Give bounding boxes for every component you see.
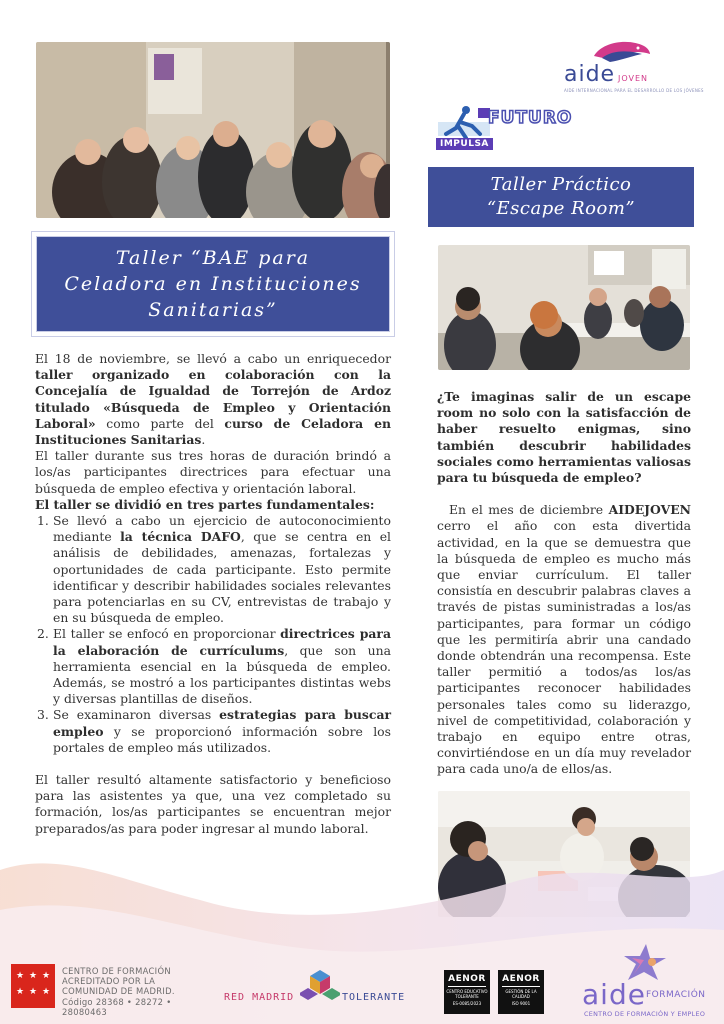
group-photo <box>36 42 390 218</box>
step-text: Se examinaron diversas <box>53 707 220 723</box>
intro-bold-workshop: taller organizado en colaboración con la Concejalía de Igualdad de Torrejón de Ardoz titulado «Búsqueda de Empleo y Orientación Laboral» <box>35 367 391 431</box>
intro-text: El 18 de noviembre, se llevó a cabo un enriquecedor <box>35 351 391 366</box>
banner-line: “Escape Room” <box>486 198 636 219</box>
accreditation-text <box>62 966 212 1017</box>
aide-formacion-tagline: CENTRO DE FORMACIÓN Y EMPLEO <box>584 1010 706 1018</box>
whale-logo-icon <box>592 38 652 64</box>
aenor-title: AENOR <box>448 974 486 984</box>
aenor-sub: GESTIÓN DE LA CALIDAD <box>505 989 537 999</box>
body-bold: AIDEJOVEN <box>608 502 691 518</box>
star-icon: ★ <box>29 971 38 981</box>
aenor-seal-calidad <box>498 970 544 1014</box>
step-text: Se llevó a cabo un ejercicio de autoconocimiento mediante <box>53 513 391 545</box>
star-icon: ★ <box>16 971 25 981</box>
red-madrid-tolerante-logo <box>224 968 420 1008</box>
escape-room-banner <box>428 167 694 227</box>
banner-line: Sanitarias” <box>148 299 278 321</box>
duration-paragraph: El taller durante sus tres horas de duración brindó a los/as participantes directrices para efectuar una búsqueda de empleo efectiva y orientación laboral. <box>35 448 391 496</box>
parts-heading <box>35 497 391 513</box>
intro-text: como parte del <box>95 415 225 431</box>
red-madrid-text: RED MADRID <box>224 992 295 1003</box>
steps-list <box>35 513 391 756</box>
aenor-code: ISO 9001 <box>511 1001 531 1006</box>
star-icon: ★ <box>16 987 25 997</box>
star-icon: ★ <box>42 971 51 981</box>
intro-text: . <box>201 432 206 448</box>
aide-joven-suffix: JOVEN <box>618 74 649 83</box>
intro-paragraph <box>35 351 391 448</box>
parts-heading-text: El taller se dividió en tres partes fundamentales: <box>35 496 375 512</box>
list-item <box>37 626 391 707</box>
list-number: 3. <box>37 707 49 723</box>
aenor-title: AENOR <box>502 974 540 984</box>
step-bold: directrices para la elaboración de currículums <box>53 626 391 658</box>
step-text: , que son una herramienta esencial en la búsqueda de empleo. Además, se mostró a los participantes distintas webs y diversas plantillas de diseños. <box>53 642 391 707</box>
escape-room-article <box>437 389 691 778</box>
aide-formacion-suffix: FORMACIÓN <box>646 990 706 1000</box>
bae-workshop-article <box>35 351 391 837</box>
accreditation-line: ACREDITADO POR LA <box>62 976 156 987</box>
bae-workshop-banner <box>36 236 390 332</box>
step-bold: la técnica DAFO <box>120 529 241 545</box>
list-item <box>37 707 391 756</box>
cubes-logo-icon <box>300 968 340 1008</box>
accreditation-line: Código 28368 • 28272 • 28080463 <box>62 996 172 1017</box>
impulsa-futuro-logo <box>436 104 578 154</box>
escape-room-photo-classroom <box>438 245 690 370</box>
step-bold: estrategias para buscar empleo <box>53 707 391 739</box>
aide-formacion-wordmark: aide <box>582 978 646 1011</box>
star-icon: ★ <box>42 987 51 997</box>
aide-formacion-logo <box>578 944 718 1020</box>
star-icon: ★ <box>29 987 38 997</box>
aenor-sub: CENTRO EDUCATIVO TOLERANTE <box>446 989 488 999</box>
list-number: 2. <box>37 626 49 642</box>
banner-line: Celadora en Instituciones <box>64 273 362 295</box>
aide-wordmark: aide <box>564 62 616 87</box>
banner-line: Taller “BAE para <box>115 247 311 269</box>
banner-line: Taller Práctico <box>490 174 632 195</box>
question-paragraph <box>437 389 691 486</box>
conclusion-paragraph: El taller resultó altamente satisfactorio y beneficioso para las asistentes ya que, una vez completado su formación, los/as participantes se encuentran mejor preparados/as para poder ingresar al mundo laboral. <box>35 772 391 836</box>
tolerante-text: TOLERANTE <box>342 992 406 1003</box>
comunidad-madrid-logo <box>11 964 55 1008</box>
impulsa-badge: IMPULSA <box>436 138 493 150</box>
body-text: cerro el año con esta divertida actividad, en la que se demuestra que la búsqueda de empleo es mucho más que enviar currículum. El taller consistía en descubrir palabras claves a través de pistas suministradas a los/as participantes, para formar un código que les permitiría abrir una candado donde obtendrán una recompensa. Este taller permitió a todos/as los/as participantes reconocer habilidades personales tales como su liderazgo, nivel de competitividad, colaboración y trabajo en equipo entre otras, convirtiéndose en un día muy revelador para cada uno/a de ellos/as. <box>437 518 691 777</box>
step-text: , que se centra en el análisis de debilidades, amenazas, fortalezas y oportunidades de cada participante. Esto permite identificar y describir habilidades sociales relevantes para potenciarlas en su CV, entrevistas de trabajo y en su búsqueda de empleo. <box>53 529 391 626</box>
body-text: En el mes de diciembre <box>449 502 609 518</box>
aenor-seal-tolerante <box>444 970 490 1014</box>
aide-joven-logo <box>556 38 704 94</box>
futuro-wordmark: FUTURO <box>488 108 573 128</box>
list-number: 1. <box>37 513 49 529</box>
aide-joven-tagline: AIDE INTERNACIONAL PARA EL DESARROLLO DE LOS JÓVENES <box>564 88 704 93</box>
list-item <box>37 513 391 626</box>
accreditation-line: CENTRO DE FORMACIÓN <box>62 966 171 976</box>
question-text: ¿Te imaginas salir de un escape room no solo con la satisfacción de haber resuelto enigmas, sino también descubrir habilidades sociales como herramientas valiosas para tu búsqueda de empleo? <box>437 389 691 486</box>
aenor-code: ES-0085/2023 <box>452 1001 482 1006</box>
accreditation-line: COMUNIDAD DE MADRID. <box>62 986 175 997</box>
body-paragraph <box>437 502 691 777</box>
intro-bold-course: curso de Celadora en Instituciones Sanitarias <box>35 415 391 448</box>
step-text: El taller se enfocó en proporcionar <box>53 626 281 642</box>
step-text: y se proporcionó información sobre los portales de empleo más utilizados. <box>53 723 391 755</box>
